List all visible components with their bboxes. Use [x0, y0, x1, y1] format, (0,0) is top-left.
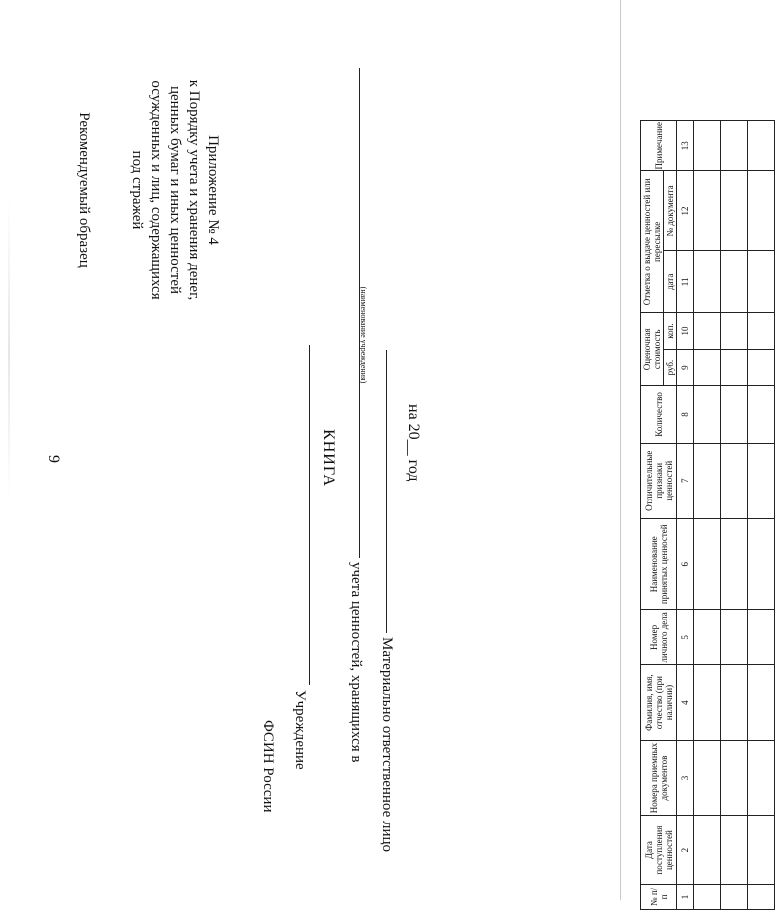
table-cell — [721, 121, 748, 171]
header-cell: Наименование принятых ценностей — [641, 519, 677, 610]
table-cell — [721, 443, 748, 518]
accounting-label: учета ценностей, хранящихся в — [348, 562, 364, 763]
responsible-label: Материально ответственное лицо — [379, 637, 395, 853]
column-number: 8 — [677, 386, 694, 443]
institution-label: Учреждение — [292, 690, 308, 770]
year-line: на 20__ год — [405, 404, 422, 482]
sample-mark: Рекомендуемый образец — [76, 112, 92, 268]
header-cell: Номера приемных документов — [641, 740, 677, 815]
header-row — [641, 121, 664, 910]
column-number: 2 — [677, 816, 694, 885]
table-cell — [748, 443, 775, 518]
ledger-table — [640, 120, 775, 910]
table-cell — [694, 884, 721, 909]
table-cell — [694, 740, 721, 815]
table-cell — [694, 121, 721, 171]
table-cell — [748, 251, 775, 313]
responsible-underline — [386, 350, 387, 633]
column-number-row — [677, 121, 694, 910]
header-cell: Отличительные признаки ценностей — [641, 443, 677, 518]
table-cell — [748, 519, 775, 610]
table-cell — [748, 740, 775, 815]
column-number: 4 — [677, 665, 694, 740]
header-cell: № п/п — [641, 884, 677, 909]
table-cell — [694, 443, 721, 518]
appendix-line: Приложение № 4 — [205, 135, 221, 245]
table-cell — [721, 349, 748, 386]
header-cell: Примечание — [641, 121, 677, 171]
appendix-line: ценных бумаг и иных ценностей — [167, 85, 183, 295]
header-cell: Оценочная стоимость — [641, 313, 664, 386]
table-cell — [748, 610, 775, 665]
table-cell — [721, 386, 748, 443]
column-number: 6 — [677, 519, 694, 610]
table-cell — [748, 816, 775, 885]
header-cell: № документа — [664, 171, 677, 251]
column-number: 9 — [677, 349, 694, 386]
column-number: 5 — [677, 610, 694, 665]
table-cell — [721, 816, 748, 885]
column-number: 7 — [677, 443, 694, 518]
table-cell — [694, 610, 721, 665]
column-number: 12 — [677, 171, 694, 251]
appendix-line: осужденных и лиц, содержащихся — [148, 80, 164, 300]
table-cell — [694, 251, 721, 313]
table-cell — [694, 816, 721, 885]
table-cell — [721, 171, 748, 251]
table-cell — [721, 665, 748, 740]
table-cell — [721, 251, 748, 313]
table-cell — [694, 386, 721, 443]
table-cell — [694, 665, 721, 740]
empty-rows — [694, 121, 775, 910]
table-row — [748, 121, 775, 910]
table-cell — [748, 121, 775, 171]
header-cell: руб. — [664, 349, 677, 386]
appendix-heading — [127, 60, 222, 320]
table-cell — [721, 740, 748, 815]
table-cell — [721, 519, 748, 610]
header-cell: Дата поступления ценностей — [641, 816, 677, 885]
column-number: 13 — [677, 121, 694, 171]
institution-caption: (наименование учреждения) — [359, 286, 368, 384]
table-cell — [748, 313, 775, 350]
column-number: 3 — [677, 740, 694, 815]
table-cell — [721, 610, 748, 665]
table-cell — [748, 884, 775, 909]
book-title: КНИГА — [320, 429, 337, 487]
table-cell — [694, 171, 721, 251]
column-number: 11 — [677, 251, 694, 313]
header-cell: Количество — [641, 386, 677, 443]
page-number: 9 — [45, 455, 62, 463]
appendix-line: к Порядку учета и хранения денег, — [186, 79, 202, 301]
agency-name: ФСИН России — [260, 720, 276, 813]
table-cell — [748, 665, 775, 740]
header-cell: дата — [664, 251, 677, 313]
table-row — [721, 121, 748, 910]
table-cell — [748, 171, 775, 251]
table-row — [694, 121, 721, 910]
header-cell: коп. — [664, 313, 677, 350]
table-cell — [694, 519, 721, 610]
table-cell — [694, 349, 721, 386]
table-cell — [721, 313, 748, 350]
column-number: 10 — [677, 313, 694, 350]
institution-underline — [309, 345, 310, 685]
table-cell — [748, 386, 775, 443]
header-cell: Фамилия, имя, отчество (при наличии) — [641, 665, 677, 740]
table-cell — [694, 313, 721, 350]
appendix-line: под стражей — [129, 150, 145, 230]
header-cell: Номер личного дела — [641, 610, 677, 665]
header-cell: Отметка о выдаче ценностей или пересылке — [641, 171, 664, 313]
table-cell — [721, 884, 748, 909]
column-number: 1 — [677, 884, 694, 909]
table-cell — [748, 349, 775, 386]
